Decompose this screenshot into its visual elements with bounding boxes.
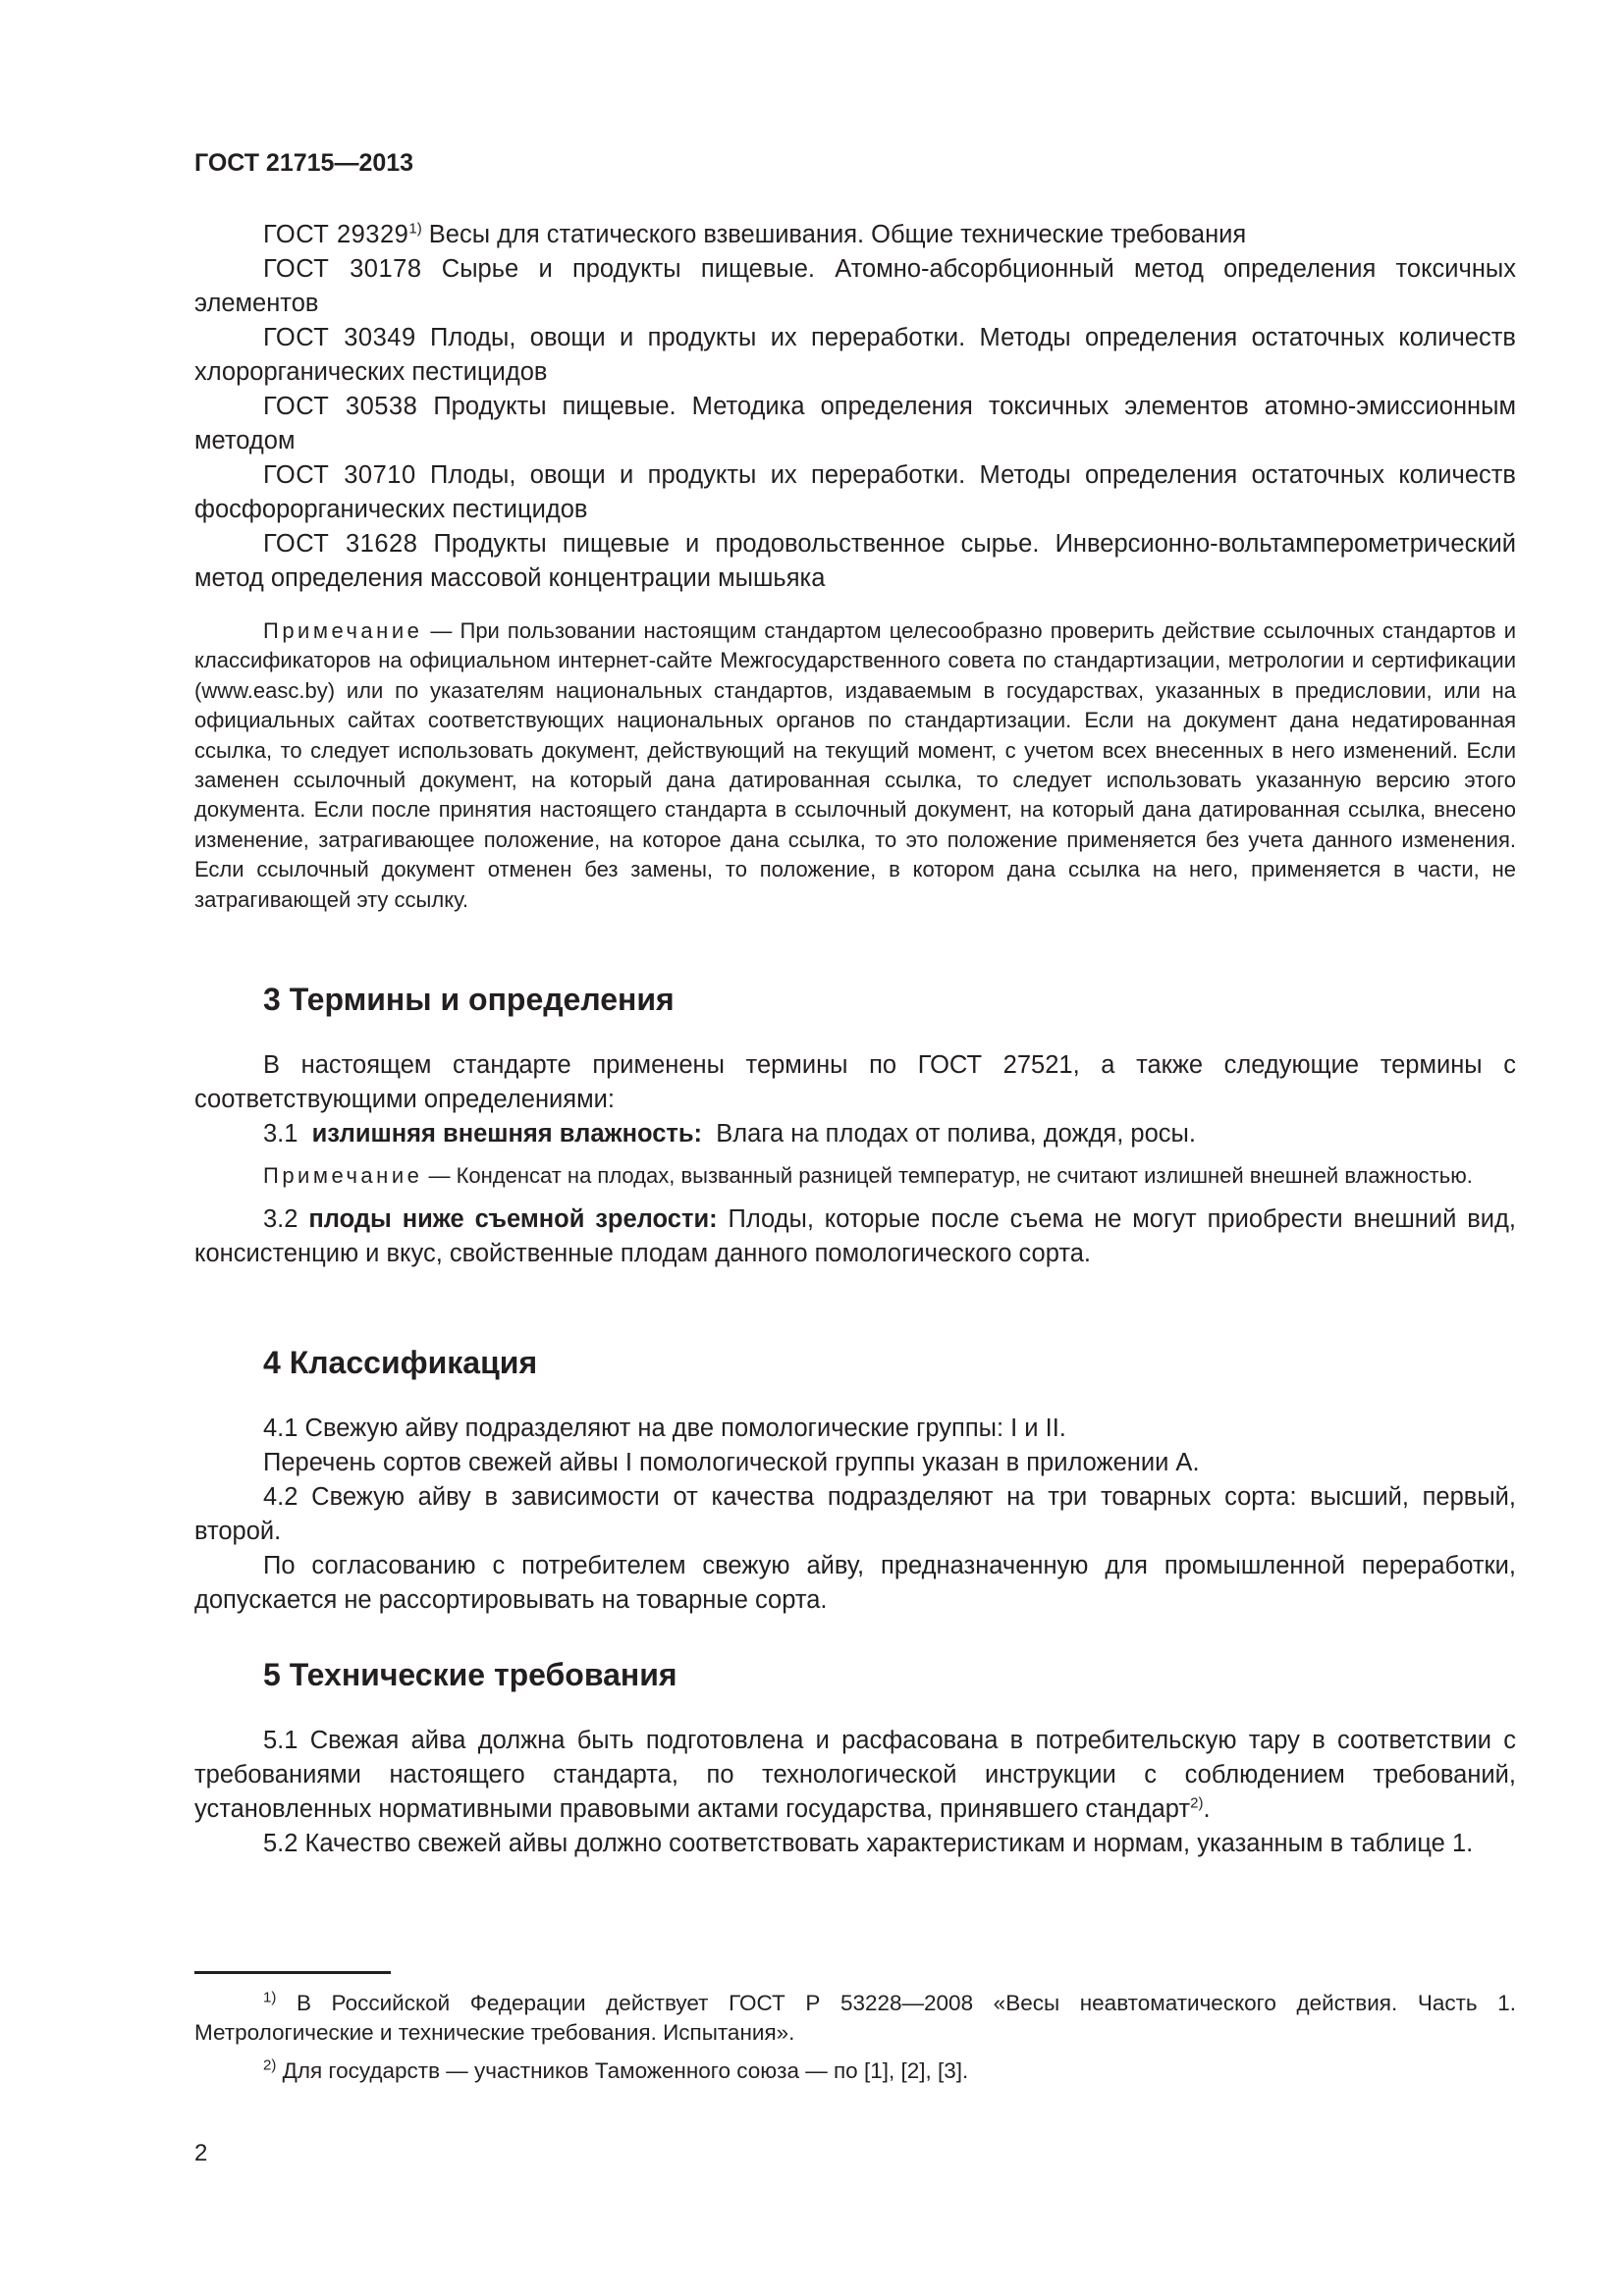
reference-item: ГОСТ 30538 Продукты пищевые. Методика определения токсичных элементов атомно-эмиссионным методом	[194, 393, 1516, 454]
footnote-marker: 2)	[1190, 1794, 1204, 1812]
term-3-1: 3.1 излишняя внешняя влажность: Влага на плодах от полива, дождя, росы.	[263, 1120, 1196, 1148]
paragraph-4-1: 4.1 Свежую айву подразделяют на две помологические группы: I и II.	[263, 1415, 1066, 1442]
footnote-1: $^{1)}$ В Российской Федерации действует ГОСТ Р 53228—2008 «Весы неавтоматического действия. Часть 1. Метрологические и технические требования. Испытания».	[194, 1989, 1516, 2046]
term-3-2: 3.2 плоды ниже съемной зрелости: Плоды, которые после съема не могут приобрести внешний вид, консистенцию и вкус, свойственные плодам данного помологического сорта.	[194, 1205, 1517, 1268]
section-4-body	[194, 1412, 1516, 1618]
reference-item: ГОСТ 30178 Сырье и продукты пищевые. Атомно-абсорбционный метод определения токсичных элементов	[194, 255, 1516, 317]
footnote-2: $^{2)}$ Для государств — участников Таможенного союза — по [1], [2], [3].	[263, 2056, 969, 2083]
section-3-intro: В настоящем стандарте применены термины по ГОСТ 27521, а также следующие термины с соответствующими определениями:	[194, 1051, 1516, 1113]
paragraph-5-2: 5.2 Качество свежей айвы должно соответствовать характеристикам и нормам, указанным в таблице 1.	[263, 1830, 1474, 1857]
section-3-title: 3 Термины и определения	[263, 982, 675, 1017]
reference-item: ГОСТ 29329$^{1)}$ Весы для статического взвешивания. Общие технические требования	[263, 220, 1247, 248]
paragraph-5-1: 5.1 Свежая айва должна быть подготовлена и расфасована в потребительскую тару в соответствии с требованиями настоящего стандарта, по технологической инструкции с соблюдением требований, установленных нормативными правовыми актами государства, принявшего стандарт$^{2)}$.	[194, 1727, 1516, 1823]
reference-item: ГОСТ 30710 Плоды, овощи и продукты их переработки. Методы определения остаточных количеств фосфорорганических пестицидов	[194, 461, 1516, 523]
section-5-body	[194, 1724, 1516, 1861]
paragraph-4-2: 4.2 Свежую айву в зависимости от качества подразделяют на три товарных сорта: высший, первый, второй.	[194, 1483, 1516, 1545]
references-note	[194, 616, 1516, 915]
document-header: ГОСТ 21715—2013	[194, 149, 414, 177]
note-text: — При пользовании настоящим стандартом целесообразно проверить действие ссылочных стандартов и классификаторов на официальном интернет-сайте Межгосударственного совета по стандартизации, метрологии и сертификации (www.easc.by) или по указателям национальных стандартов, издаваемым в государствах, указанных в предисловии, или на официальных сайтах соответствующих национальных органов по стандартизации. Если на документ дана недатированная ссылка, то следует использовать документ, действующий на текущий момент, с учетом всех внесенных в него изменений. Если заменен ссылочный документ, на который дана датированная ссылка, то следует использовать указанную версию этого документа. Если после принятия настоящего стандарта в ссылочный документ, на который дана датированная ссылка, внесено изменение, затрагивающее положение, на которое дана ссылка, то это положение применяется без учета данного изменения. Если ссылочный документ отменен без замены, то положение, в котором дана ссылка на него, применяется в части, не затрагивающей эту ссылку.	[194, 618, 1516, 912]
section-5-title: 5 Технические требования	[263, 1657, 677, 1692]
footnote-marker: 1)	[408, 220, 422, 238]
paragraph-4-1-annex: Перечень сортов свежей айвы I помологической группы указан в приложении А.	[263, 1449, 1200, 1476]
paragraph-4-2-note: По согласованию с потребителем свежую айву, предназначенную для промышленной переработки, допускается не рассортировывать на товарные сорта.	[194, 1552, 1516, 1614]
section-3-body	[194, 1048, 1516, 1271]
reference-item: ГОСТ 30349 Плоды, овощи и продукты их переработки. Методы определения остаточных количеств хлорорганических пестицидов	[194, 324, 1516, 386]
document-page	[194, 0, 1516, 2296]
footnotes	[194, 1989, 1516, 2094]
page-number: 2	[194, 2140, 208, 2166]
footnote-separator	[194, 1971, 391, 1974]
section-4-title: 4 Классификация	[263, 1345, 538, 1380]
normative-references-list	[194, 218, 1516, 596]
reference-item: ГОСТ 31628 Продукты пищевые и продовольственное сырье. Инверсионно-вольтамперометрический метод определения массовой концентрации мышьяка	[194, 530, 1516, 592]
term-3-1-note: Примечание — Конденсат на плодах, вызванный разницей температур, не считают излишней внешней влажностью.	[263, 1163, 1473, 1188]
note-label: Примечание	[263, 618, 423, 643]
